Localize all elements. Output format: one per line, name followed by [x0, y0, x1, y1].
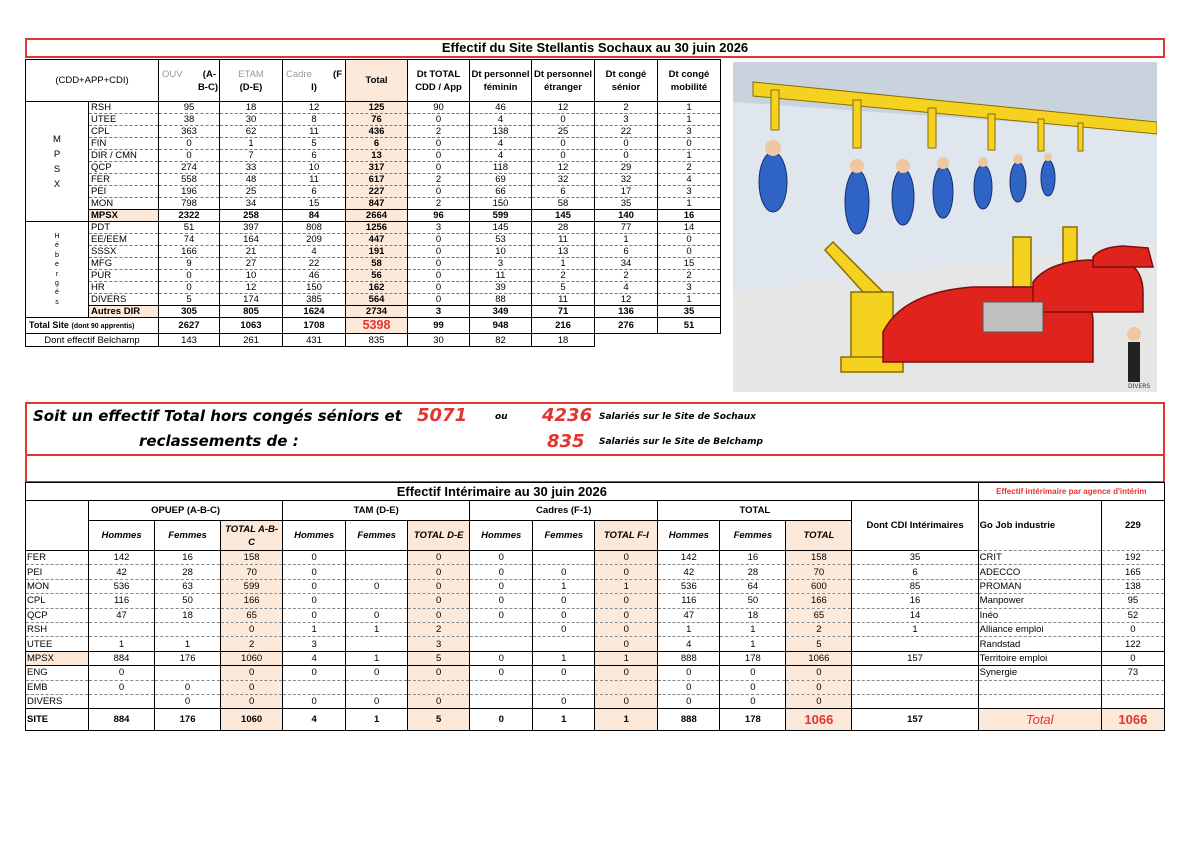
table-row: H é b e r g é s PDT 51 397 808 1256 3 145 28 77 14: [26, 222, 721, 234]
header-ouv: OUV (A- B-C): [159, 60, 220, 102]
table-row: DIVERS 5 174 385 564 0 88 11 12 1: [26, 294, 721, 306]
table-row: EMB 0 0 0 0 0 0: [26, 680, 1165, 694]
agency-value: 138: [1101, 579, 1164, 593]
agency-name: [978, 694, 1101, 708]
spacer-box: [25, 456, 1165, 482]
summary-belchamp-label: Salariés sur le Site de Belchamp: [599, 437, 763, 447]
group-label: H é b e r g é s: [26, 222, 89, 318]
header-total: Total: [346, 60, 408, 102]
header-cadre: Cadre (F I): [283, 60, 346, 102]
header-dt-etranger: Dt personnel étranger: [532, 60, 595, 102]
table-row: M P S X RSH 95 18 12 125 90 46 12 2 1: [26, 102, 721, 114]
agency-value: 0: [1101, 622, 1164, 636]
group-cadres: Cadres (F-1): [470, 501, 658, 521]
interim-table: Effectif Intérimaire au 30 juin 2026 Effectif intérimaire par agence d'intérim OPUEP (A-B-C) TAM (D-E) Cadres (F-1) TOTAL Dont CDI Intérimaires Go Job industrie 229 Hommes Femmes TOTAL A-B-C Hommes Femmes TOTAL D-E Hommes Femmes TOTAL F-I Hommes Femmes TOTAL FER 142 16 158 0 0 0 0 142 16 158 35 CRIT 192 PEI 42 28 70 0 0 0 0 0 42 28 70 6 ADECCO 165 MON 536 63 599 0 0 0 0 1 1 536 64 600 85 PROMAN 138 CPL 116 50 166 0 0 0 0 0 116 50 166 16 Manpower 95 QCP 47 18 65 0 0 0 0 0 0 47 18 65 14 Inéo 52 RSH 0 1 1 2 0 0 1 1 2 1 Alliance emploi 0 UTEE 1 1 2 3 3 0 4 1 5 Randstad 122 MPSX 884 176 1060 4 1 5 0 1 1 888 178 1066 157 Territoire emploi 0 ENG 0 0 0 0 0 0 0 0 0 0 0 Synergie 73 EMB 0 0 0 0 0 0 DIVERS 0 0 0 0 0 0 0 0 0 0 SITE 884 176 1060 4 1 5 0 1 1 888 178 1066 157 Total 1066: [25, 482, 1165, 731]
agency-value: [1101, 694, 1164, 708]
agency-value: 165: [1101, 565, 1164, 579]
table-row: HR 0 12 150 162 0 39 5 4 3: [26, 282, 721, 294]
header-dt-senior: Dt congé sénior: [595, 60, 658, 102]
group-opuep: OPUEP (A-B-C): [89, 501, 283, 521]
table-row: PEI 42 28 70 0 0 0 0 0 42 28 70 6 ADECCO 165: [26, 565, 1165, 579]
table-row: UTEE 1 1 2 3 3 0 4 1 5 Randstad 122: [26, 637, 1165, 651]
table-row: FER 558 48 11 617 2 69 32 32 4: [26, 174, 721, 186]
table-row: DIVERS 0 0 0 0 0 0 0 0 0 0: [26, 694, 1165, 708]
agency-value: 95: [1101, 594, 1164, 608]
summary-total: 5071: [417, 405, 468, 426]
table-row: MPSX 884 176 1060 4 1 5 0 1 1 888 178 1066 157 Territoire emploi 0: [26, 651, 1165, 665]
agency-name: Synergie: [978, 666, 1101, 680]
agency-value: 229: [1101, 501, 1164, 551]
group-tam: TAM (D-E): [283, 501, 470, 521]
subtotal-row: Autres DIR 305 805 1624 2734 3 349 71 136 35: [26, 306, 721, 318]
agency-value: [1101, 680, 1164, 694]
table-row: MON 536 63 599 0 0 0 0 1 1 536 64 600 85 PROMAN 138: [26, 579, 1165, 593]
agency-value: 73: [1101, 666, 1164, 680]
summary-belchamp: 835: [547, 431, 585, 452]
table-row: QCP 274 33 10 317 0 118 12 29 2: [26, 162, 721, 174]
total-site-row: Total Site (dont 90 apprentis) 2627 1063 1708 5398 99 948 216 276 51: [26, 318, 721, 334]
table-row: EE/EEM 74 164 209 447 0 53 11 1 0: [26, 234, 721, 246]
agency-name: Inéo: [978, 608, 1101, 622]
agency-name: PROMAN: [978, 579, 1101, 593]
table-row: FIN 0 1 5 6 0 4 0 0 0: [26, 138, 721, 150]
table-row: PUR 0 10 46 56 0 11 2 2 2: [26, 270, 721, 282]
agency-name: Territoire emploi: [978, 651, 1101, 665]
header-dt-mobilite: Dt congé mobilité: [658, 60, 721, 102]
agency-value: 52: [1101, 608, 1164, 622]
agency-name: ADECCO: [978, 565, 1101, 579]
effectif-table: [25, 59, 721, 347]
table-row: ENG 0 0 0 0 0 0 0 0 0 0 0 Synergie 73: [26, 666, 1165, 680]
table-row: DIR / CMN 0 7 6 13 0 4 0 0 1: [26, 150, 721, 162]
agency-value: 192: [1101, 551, 1164, 565]
header-dt-cdd: Dt TOTAL CDD / App: [408, 60, 470, 102]
header-dt-feminin: Dt personnel féminin: [470, 60, 532, 102]
summary-line-1: Soit un effectif Total hors congés séniors et: [33, 407, 402, 425]
group-total: TOTAL: [658, 501, 852, 521]
top-title: Effectif du Site Stellantis Sochaux au 30 juin 2026: [25, 38, 1165, 58]
agency-name: Manpower: [978, 594, 1101, 608]
summary-ou: ou: [495, 412, 508, 422]
agency-total-label: Total: [978, 709, 1101, 731]
svg-text:DIVERS: DIVERS: [1128, 383, 1151, 390]
table-row: UTEE 38 30 8 76 0 4 0 3 1: [26, 114, 721, 126]
summary-sochaux-label: Salariés sur le Site de Sochaux: [599, 412, 756, 422]
header-dont-cdi: Dont CDI Intérimaires: [852, 501, 978, 551]
agency-name: Randstad: [978, 637, 1101, 651]
table-row: MFG 9 27 22 58 0 3 1 34 15: [26, 258, 721, 270]
header-etam: ETAM (D-E): [220, 60, 283, 102]
agency-total: 1066: [1101, 709, 1164, 731]
agency-name: Go Job industrie: [978, 501, 1101, 551]
table-row: PEI 196 25 6 227 0 66 6 17 3: [26, 186, 721, 198]
belchamp-row: Dont effectif Belchamp 143 261 431 835 30 82 18: [26, 334, 721, 347]
table-row: QCP 47 18 65 0 0 0 0 0 0 47 18 65 14 Inéo 52: [26, 608, 1165, 622]
table-row: RSH 0 1 1 2 0 0 1 1 2 1 Alliance emploi 0: [26, 622, 1165, 636]
table-row: SSSX 166 21 4 191 0 10 13 6 0: [26, 246, 721, 258]
interim-title: Effectif Intérimaire au 30 juin 2026: [26, 483, 979, 501]
summary-sochaux: 4236: [542, 405, 593, 426]
header-label: (CDD+APP+CDI): [26, 60, 159, 102]
summary-line-2: reclassements de :: [139, 432, 299, 450]
agency-name: [978, 680, 1101, 694]
agency-title: Effectif intérimaire par agence d'intérim: [978, 483, 1164, 501]
table-row: MON 798 34 15 847 2 150 58 35 1: [26, 198, 721, 210]
group-label: M P S X: [26, 102, 89, 222]
interim-site-row: SITE 884 176 1060 4 1 5 0 1 1 888 178 1066 157 Total 1066: [26, 709, 1165, 731]
subtotal-row: MPSX 2322 258 84 2664 96 599 145 140 16: [26, 210, 721, 222]
summary-box: [25, 402, 1165, 456]
table-row: CPL 363 62 11 436 2 138 25 22 3: [26, 126, 721, 138]
agency-value: 0: [1101, 651, 1164, 665]
table-row: FER 142 16 158 0 0 0 0 142 16 158 35 CRIT 192: [26, 551, 1165, 565]
assembly-line-cartoon: [733, 62, 1157, 392]
table-row: CPL 116 50 166 0 0 0 0 0 116 50 166 16 Manpower 95: [26, 594, 1165, 608]
agency-name: CRIT: [978, 551, 1101, 565]
agency-value: 122: [1101, 637, 1164, 651]
agency-name: Alliance emploi: [978, 622, 1101, 636]
